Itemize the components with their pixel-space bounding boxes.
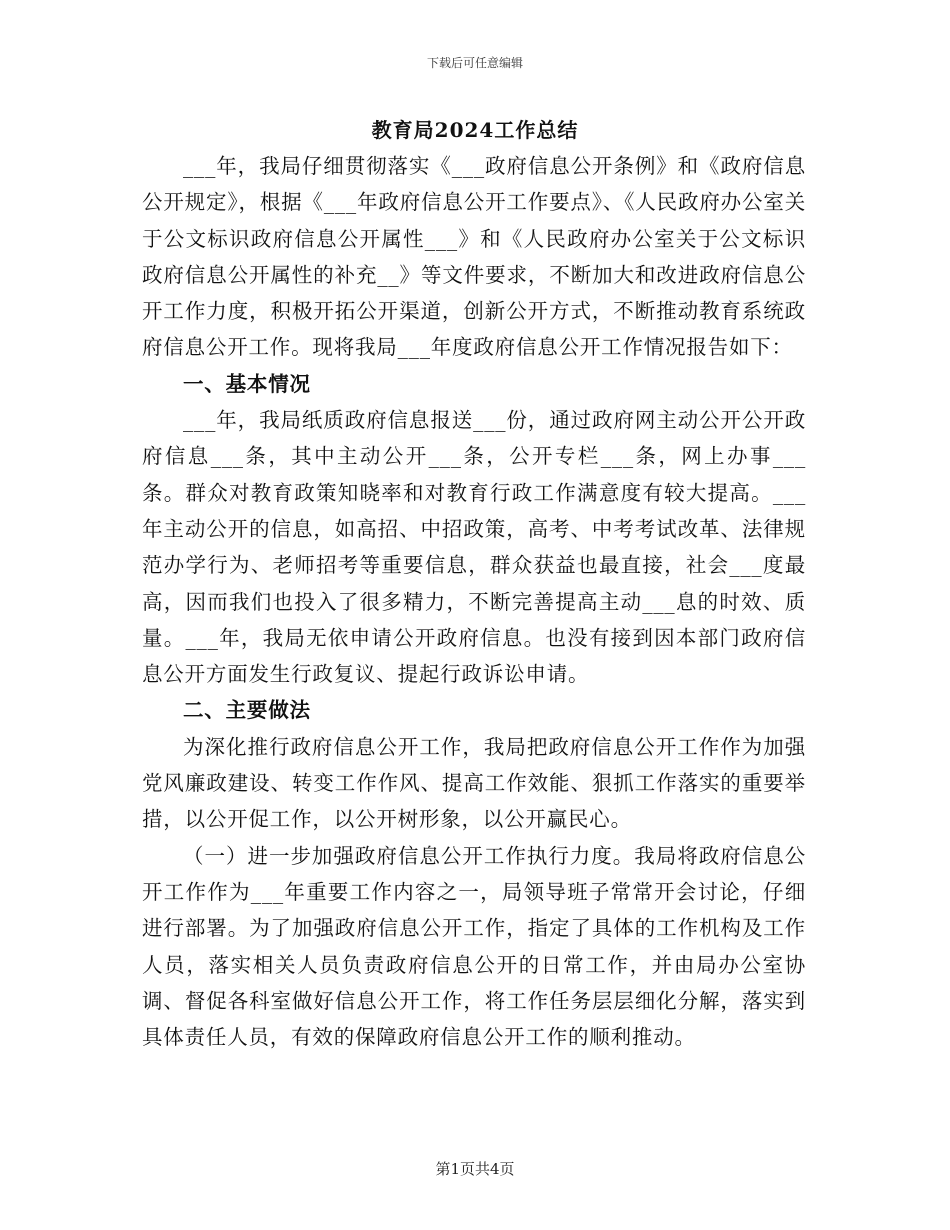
header-note: 下载后可任意编辑 [426, 56, 523, 70]
page-number: 第1页共4页 [435, 1160, 515, 1178]
paragraph-strengthen-execution: （一）进一步加强政府信息公开工作执行力度。我局将政府信息公开工作作为___年重要工作内容之一，局领导班子常常开会讨论，仔细进行部署。为了加强政府信息公开工作，指定了具体的工作机构及工作人员，落实相关人员负责政府信息公开的日常工作，并由局办公室协调、督促各科室做好信息公开工作，将工作任务层层细化分解，落实到具体责任人员，有效的保障政府信息公开工作的顺利推动。 [142, 843, 806, 1050]
heading-basic-situation: 一、基本情况 [183, 371, 311, 396]
paragraph-main-practices: 为深化推行政府信息公开工作，我局把政府信息公开工作作为加强党风廉政建设、转变工作作风、提高工作效能、狠抓工作落实的重要举措，以公开促工作，以公开树形象，以公开赢民心。 [142, 734, 806, 832]
document-body [142, 148, 806, 1055]
document-title: 教育局2024工作总结 [371, 118, 579, 142]
heading-main-practices: 二、主要做法 [183, 698, 311, 723]
paragraph-intro: ___年，我局仔细贯彻落实《___政府信息公开条例》和《政府信息公开规定》，根据《___年政府信息公开工作要点》、《人民政府办公室关于公文标识政府信息公开属性___》和《人民政府办公室关于公文标识政府信息公开属性的补充__》等文件要求，不断加大和改进政府信息公开工作力度，积极开拓公开渠道，创新公开方式，不断推动教育系统政府信息公开工作。现将我局___年度政府信息公开工作情况报告如下： [142, 154, 806, 360]
paragraph-basic-situation: ___年，我局纸质政府信息报送___份，通过政府网主动公开公开政府信息___条，其中主动公开___条，公开专栏___条，网上办事___条。群众对教育政策知晓率和对教育行政工作满意度有较大提高。___年主动公开的信息，如高招、中招政策，高考、中考考试改革、法律规范办学行为、老师招考等重要信息，群众获益也最直接，社会___度最高，因而我们也投入了很多精力，不断完善提高主动___息的时效、质量。___年，我局无依申请公开政府信息。也没有接到因本部门政府信息公开方面发生行政复议、提起行政诉讼申请。 [142, 408, 806, 687]
